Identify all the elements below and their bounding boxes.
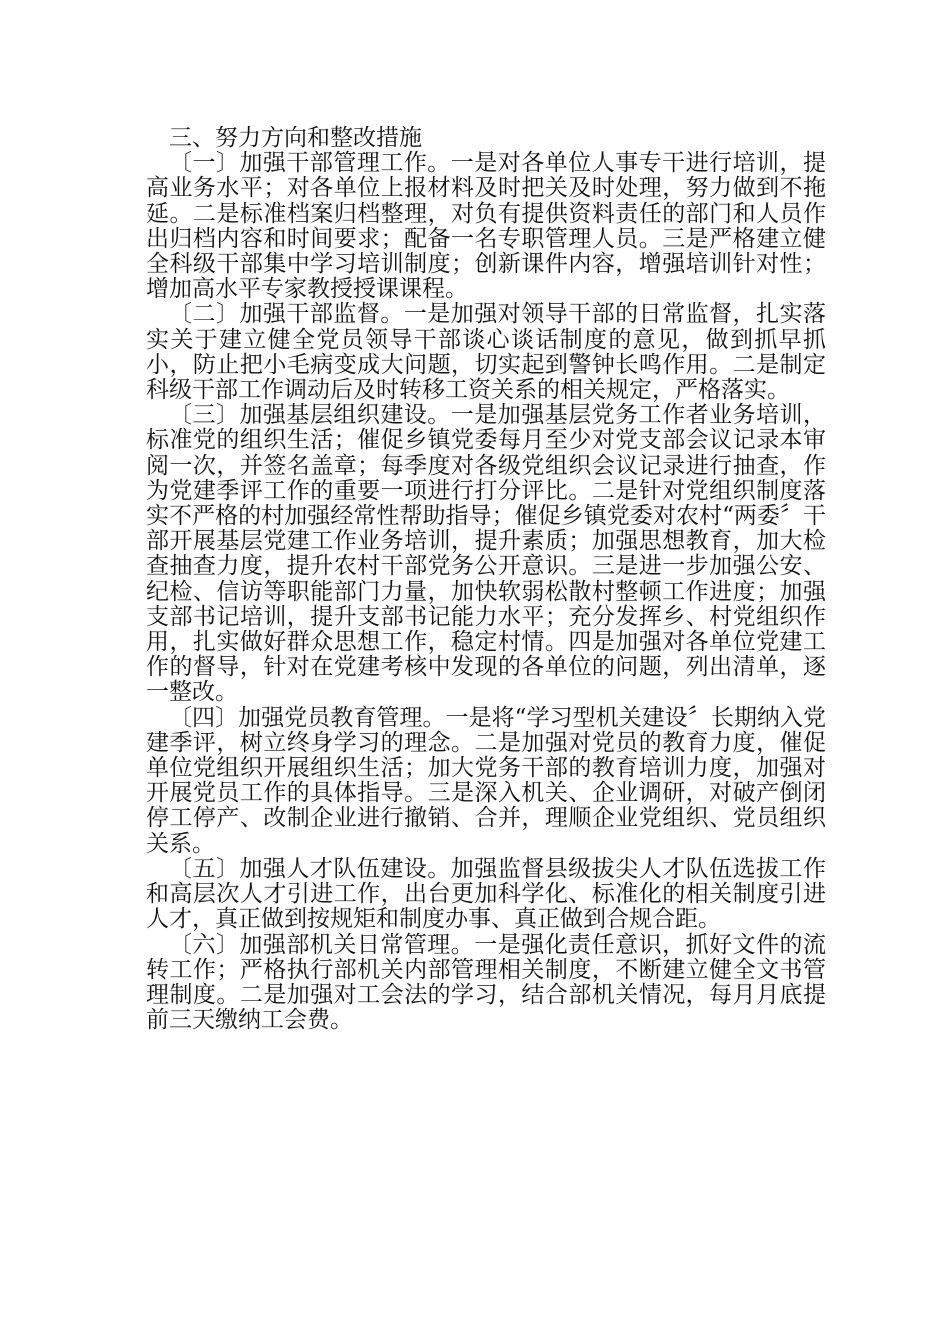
paragraph-party-member-education: 〔四〕加强党员教育管理。一是将“学习型机关建设〞长期纳入党建季评，树立终身学习的理念。二是加强对党员的教育力度，催促单位党组织开展组织生活；加大党务干部的教育培训力度，加强对开展党员工作的具体指导。三是深入机关、企业调研，对破产倒闭停工停产、改制企业进行撤销、合并，理顺企业党组织、党员组织关系。 [146, 704, 826, 857]
paragraph-office-management: 〔六〕加强部机关日常管理。一是强化责任意识，抓好文件的流转工作；严格执行部机关内部管理相关制度，不断建立健全文书管理制度。二是加强对工会法的学习，结合部机关情况，每月月底提前三天缴纳工会费。 [146, 931, 826, 1034]
paragraph-cadre-management: 〔一〕加强干部管理工作。一是对各单位人事专干进行培训，提高业务水平；对各单位上报材料及时把关及时处理，努力做到不拖延。二是标准档案归档整理，对负有提供资料责任的部门和人员作出归档内容和时间要求；配备一名专职管理人员。三是严格建立健全科级干部集中学习培训制度；创新课件内容，增强培训针对性；增加高水平专家教授授课课程。 [146, 150, 826, 303]
section-heading: 三、努力方向和整改措施 [169, 125, 422, 151]
paragraph-talent-team: 〔五〕加强人才队伍建设。加强监督县级拔尖人才队伍选拔工作和高层次人才引进工作，出台更加科学化、标准化的相关制度引进人才，真正做到按规矩和制度办事、真正做到合规合距。 [146, 855, 826, 933]
paragraph-cadre-supervision: 〔二〕加强干部监督。一是加强对领导干部的日常监督，扎实落实关于建立健全党员领导干部谈心谈话制度的意见，做到抓早抓小，防止把小毛病变成大问题，切实起到警钟长鸣作用。二是制定科级干部工作调动后及时转移工资关系的相关规定，严格落实。 [146, 301, 826, 404]
paragraph-grassroots-organization: 〔三〕加强基层组织建设。一是加强基层党务工作者业务培训，标准党的组织生活；催促乡镇党委每月至少对党支部会议记录本审阅一次，并签名盖章；每季度对各级党组织会议记录进行抽查，作为党建季评工作的重要一项进行打分评比。二是针对党组织制度落实不严格的村加强经常性帮助指导；催促乡镇党委对农村“两委〞干部开展基层党建工作业务培训，提升素质；加强思想教育，加大检查抽查力度，提升农村干部党务公开意识。三是进一步加强公安、纪检、信访等职能部门力量，加快软弱松散村整顿工作进度；加强支部书记培训，提升支部书记能力水平；充分发挥乡、村党组织作用，扎实做好群众思想工作，稳定村情。四是加强对各单位党建工作的督导，针对在党建考核中发现的各单位的问题，列出清单，逐一整改。 [146, 402, 826, 706]
document-body [146, 126, 826, 1033]
